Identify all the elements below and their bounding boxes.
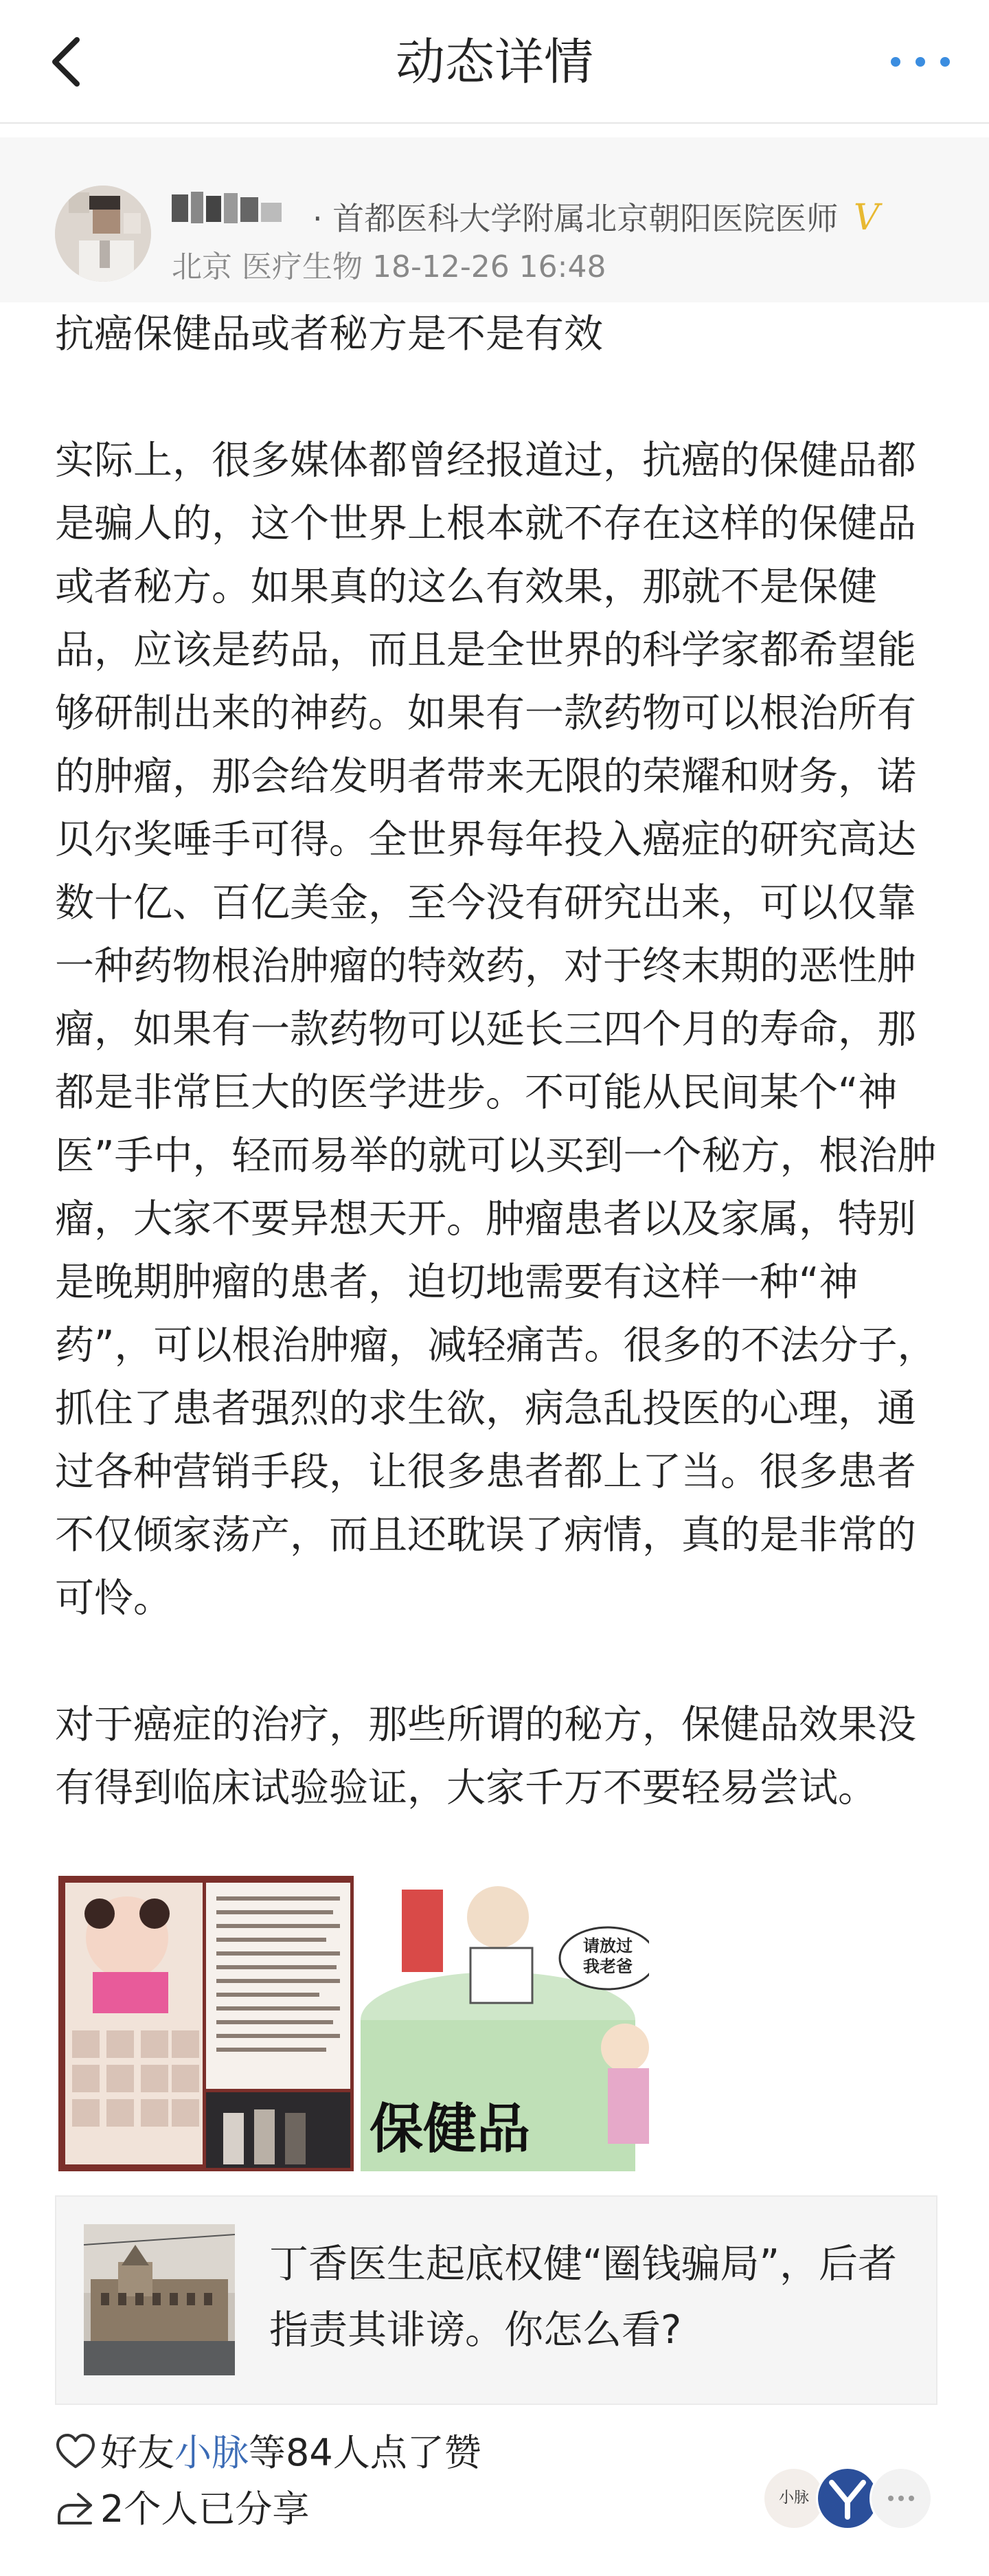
- shares-row[interactable]: [55, 2482, 309, 2537]
- post-paragraph: 对于癌症的治疗，那些所谓的秘方，保健品效果没有得到临床试验验证，大家千万不要轻易尝试。: [55, 1702, 916, 1811]
- shares-count-text: 2个人已分享: [100, 2487, 310, 2531]
- author-header: [0, 137, 989, 302]
- author-avatar[interactable]: [55, 186, 151, 282]
- more-dots-icon[interactable]: [886, 48, 955, 76]
- post-title: 抗癌保健品或者秘方是不是有效: [55, 311, 603, 357]
- shared-link-card[interactable]: [55, 2195, 937, 2405]
- more-likers-icon[interactable]: [869, 2467, 933, 2530]
- post-paragraph: 实际上，很多媒体都曾经报道过，抗癌的保健品都是骗人的，这个世界上根本就不存在这样的保健品或者秘方。如果真的这么有效果，那就不是保健品，应该是药品，而且是全世界的科学家都希望能够研制出来的神药。如果有一款药物可以根治所有的肿瘤，那会给发明者带来无限的荣耀和财务，诺贝尔奖唾手可得。全世界每年投入癌症的研究高达数十亿、百亿美金，至今没有研究出来，可以仅靠一种药物根治肿瘤的特效药，对于终末期的恶性肿瘤，如果有一款药物可以延长三四个月的寿命，那都是非常巨大的医学进步。不可能从民间某个“神医”手中，轻而易举的就可以买到一个秘方，根治肿瘤，大家不要异想天开。肿瘤患者以及家属，特别是晚期肿瘤的患者，迫切地需要有这样一种“神药”，可以根治肿瘤，减轻痛苦。很多的不法分子，抓住了患者强烈的求生欲，病急乱投医的心理，通过各种营销手段，让很多患者都上了当。很多患者不仅倾家荡产，而且还耽误了病情，真的是非常的可怜。: [55, 438, 937, 1621]
- likes-prefix: 好友: [100, 2431, 174, 2474]
- share-icon[interactable]: [55, 2487, 96, 2529]
- photo-thumbnail[interactable]: [354, 1876, 649, 2171]
- link-thumbnail: [84, 2224, 235, 2375]
- liker-avatar[interactable]: 小脉: [762, 2467, 826, 2530]
- verified-badge-icon: V: [853, 197, 880, 238]
- liker-avatars[interactable]: [762, 2467, 941, 2535]
- post-body: [55, 302, 941, 1819]
- photo-thumbnail[interactable]: [58, 1876, 354, 2171]
- liked-friend-link[interactable]: 小脉: [174, 2431, 249, 2474]
- post-meta: 北京 医疗生物 18-12-26 16:48: [172, 249, 606, 284]
- svg-text:请放过: 请放过: [583, 1937, 633, 1956]
- likes-count-text: 等84人点了赞: [249, 2431, 481, 2474]
- link-card-text: 丁香医生起底权健“圈钱骗局”，后者指责其诽谤。你怎么看?: [269, 2241, 898, 2353]
- heart-icon[interactable]: [55, 2431, 96, 2472]
- svg-text:保健品: 保健品: [369, 2098, 531, 2159]
- author-affiliation: · 首都医科大学附属北京朝阳医院医师 V: [312, 197, 880, 238]
- likes-row[interactable]: [55, 2426, 481, 2480]
- photo-grid: [58, 1876, 649, 2171]
- svg-text:我老爸: 我老爸: [583, 1958, 633, 1976]
- top-nav-bar: [0, 0, 989, 124]
- page-title: 动态详情: [395, 33, 593, 91]
- author-name-blurred[interactable]: [172, 189, 309, 230]
